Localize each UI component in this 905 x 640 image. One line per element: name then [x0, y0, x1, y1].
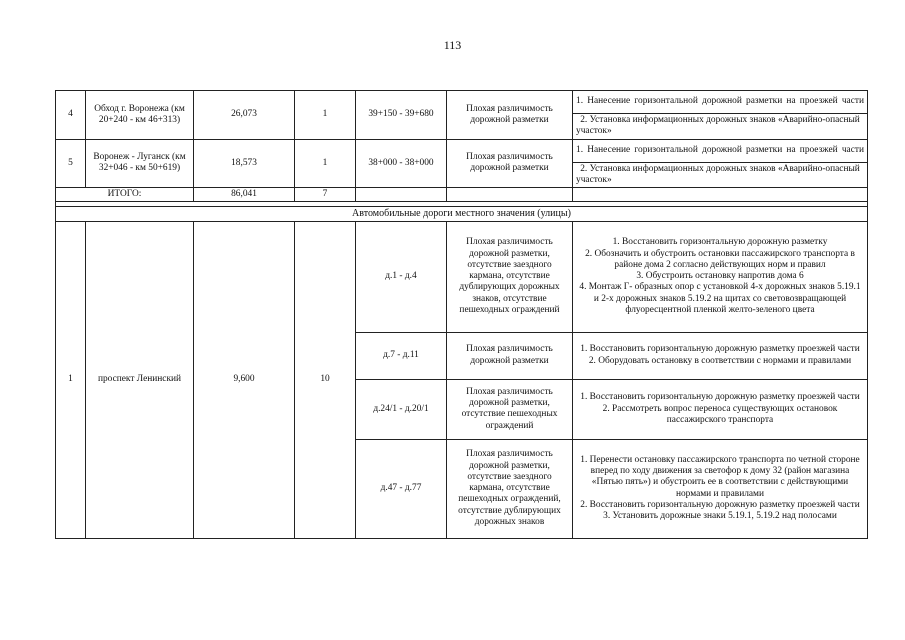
row-number: 5 — [56, 139, 86, 188]
table-row — [56, 91, 868, 114]
house-range: д.47 - д.77 — [356, 439, 447, 538]
measures-cell — [573, 379, 868, 439]
section-header-row — [56, 207, 868, 221]
row-number: 1 — [56, 221, 86, 538]
problem-description: Плохая различимость дорожной разметки — [447, 91, 573, 140]
measure-item: 1. Перенести остановку пассажирского транспорта по четной стороне вперед по ходу движения за светофор к дому 32 (район магазина «Пятью пять») и обустроить ее в соответствии с действующими нормами и правилами — [580, 454, 860, 499]
measure-item: 1. Восстановить горизонтальную дорожную разметку — [612, 237, 828, 248]
measure-item: 3. Установить дорожные знаки 5.19.1, 5.19.2 над полосами — [603, 511, 837, 522]
measure-item: 1. Восстановить горизонтальную дорожную разметку проезжей части — [580, 344, 860, 355]
measure-item: 1. Нанесение горизонтальной дорожной разметки на проезжей части — [573, 139, 868, 162]
total-row — [56, 188, 868, 202]
measures-cell — [573, 221, 868, 332]
page-number: 113 — [443, 38, 462, 52]
measure-item: 2. Оборудовать остановку в соответствии с нормами и правилами — [588, 355, 852, 366]
measure-item: 2. Рассмотреть вопрос переноса существующих остановок пассажирского транспорта — [602, 403, 838, 425]
measure-item: 2. Установка информационных дорожных знаков «Аварийно-опасный участок» — [573, 162, 868, 188]
measure-item: 2. Восстановить горизонтальную дорожную разметку проезжей части — [580, 500, 860, 511]
measure-item: 2. Обозначить и обустроить остановки пассажирского транспорта в районе дома 2 согласно действующих норм и правил — [585, 248, 855, 270]
road-measures-table — [55, 90, 868, 539]
total-label: ИТОГО: — [56, 188, 194, 202]
measure-item: 3. Обустроить остановку напротив дома 6 — [636, 271, 804, 282]
site-count: 1 — [295, 139, 356, 188]
table-row — [56, 221, 868, 332]
total-length: 86,041 — [194, 188, 295, 202]
measures-cell — [573, 439, 868, 538]
problem-description: Плохая различимость дорожной разметки — [447, 139, 573, 188]
problem-description: Плохая различимость дорожной разметки, отсутствие пешеходных ограждений — [447, 379, 573, 439]
problem-description: Плохая различимость дорожной разметки, отсутствие заездного кармана, отсутствие дублирующих дорожных знаков, отсутствие пешеходных ограждений — [447, 221, 573, 332]
table-row — [56, 139, 868, 162]
road-name: Обход г. Воронежа (км 20+240 - км 46+313) — [86, 91, 194, 140]
row-number: 4 — [56, 91, 86, 140]
road-name: Воронеж - Луганск (км 32+046 - км 50+619) — [86, 139, 194, 188]
site-count: 10 — [295, 221, 356, 538]
house-range: д.24/1 - д.20/1 — [356, 379, 447, 439]
measure-item: 1. Восстановить горизонтальную дорожную разметку проезжей части — [580, 392, 860, 403]
total-count: 7 — [295, 188, 356, 202]
road-length: 26,073 — [194, 91, 295, 140]
site-count: 1 — [295, 91, 356, 140]
measures-cell — [573, 332, 868, 379]
problem-description: Плохая различимость дорожной разметки, отсутствие заездного кармана, отсутствие пешеходных ограждений, отсутствие дублирующих дорожных знаков — [447, 439, 573, 538]
measure-item: 2. Установка информационных дорожных знаков «Аварийно-опасный участок» — [573, 114, 868, 140]
road-length: 9,600 — [194, 221, 295, 538]
km-section: 39+150 - 39+680 — [356, 91, 447, 140]
problem-description: Плохая различимость дорожной разметки — [447, 332, 573, 379]
road-length: 18,573 — [194, 139, 295, 188]
section-title: Автомобильные дороги местного значения (улицы) — [56, 207, 868, 221]
house-range: д.7 - д.11 — [356, 332, 447, 379]
measure-item: 4. Монтаж Г- образных опор с установкой 4-х дорожных знаков 5.19.1 и 2-х дорожных знаков 5.19.2 на щитах со световозвращающей флуоресцентной пленкой желто-зеленого цвета — [579, 282, 861, 316]
km-section: 38+000 - 38+000 — [356, 139, 447, 188]
house-range: д.1 - д.4 — [356, 221, 447, 332]
road-name: проспект Ленинский — [86, 221, 194, 538]
measure-item: 1. Нанесение горизонтальной дорожной разметки на проезжей части — [573, 91, 868, 114]
